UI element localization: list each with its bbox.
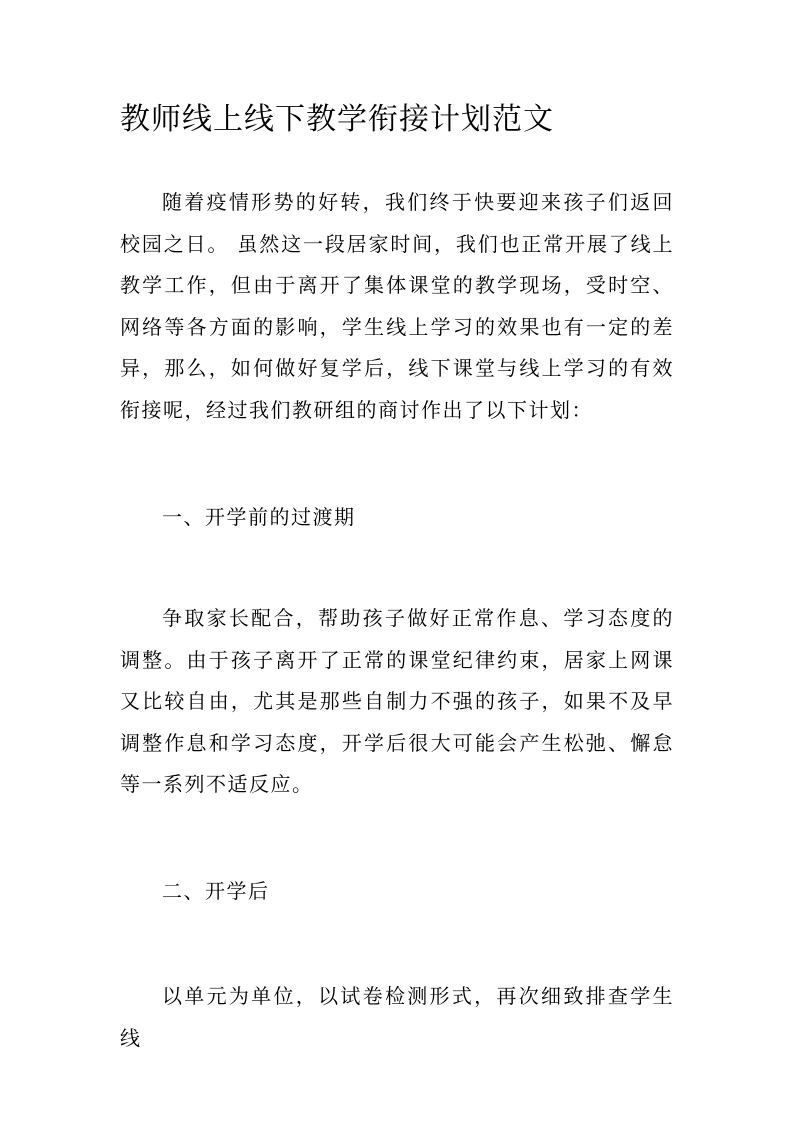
section-body-1: 争取家长配合，帮助孩子做好正常作息、学习态度的调整。由于孩子离开了正常的课堂纪律约束，居家上网课又比较自由，尤其是那些自制力不强的孩子，如果不及早调整作息和学习态度，开学后很大可能会产生松弛、懈怠等一系列不适反应。 (120, 606, 674, 796)
document-title: 教师线上线下教学衔接计划范文 (120, 102, 554, 137)
intro-paragraph: 随着疫情形势的好转，我们终于快要迎来孩子们返回校园之日。 虽然这一段居家时间，我们也正常开展了线上教学工作，但由于离开了集体课堂的教学现场，受时空、网络等各方面的影响，学生线上学习的效果也有一定的差异，那么，如何做好复学后，线下课堂与线上学习的有效衔接呢，经过我们教研组的商讨作出了以下计划： (120, 190, 674, 422)
section-heading-1: 一、开学前的过渡期 (162, 505, 356, 529)
section-body-2: 以单元为单位，以试卷检测形式，再次细致排查学生线 (120, 984, 674, 1050)
section-heading-2: 二、开学后 (162, 879, 270, 903)
